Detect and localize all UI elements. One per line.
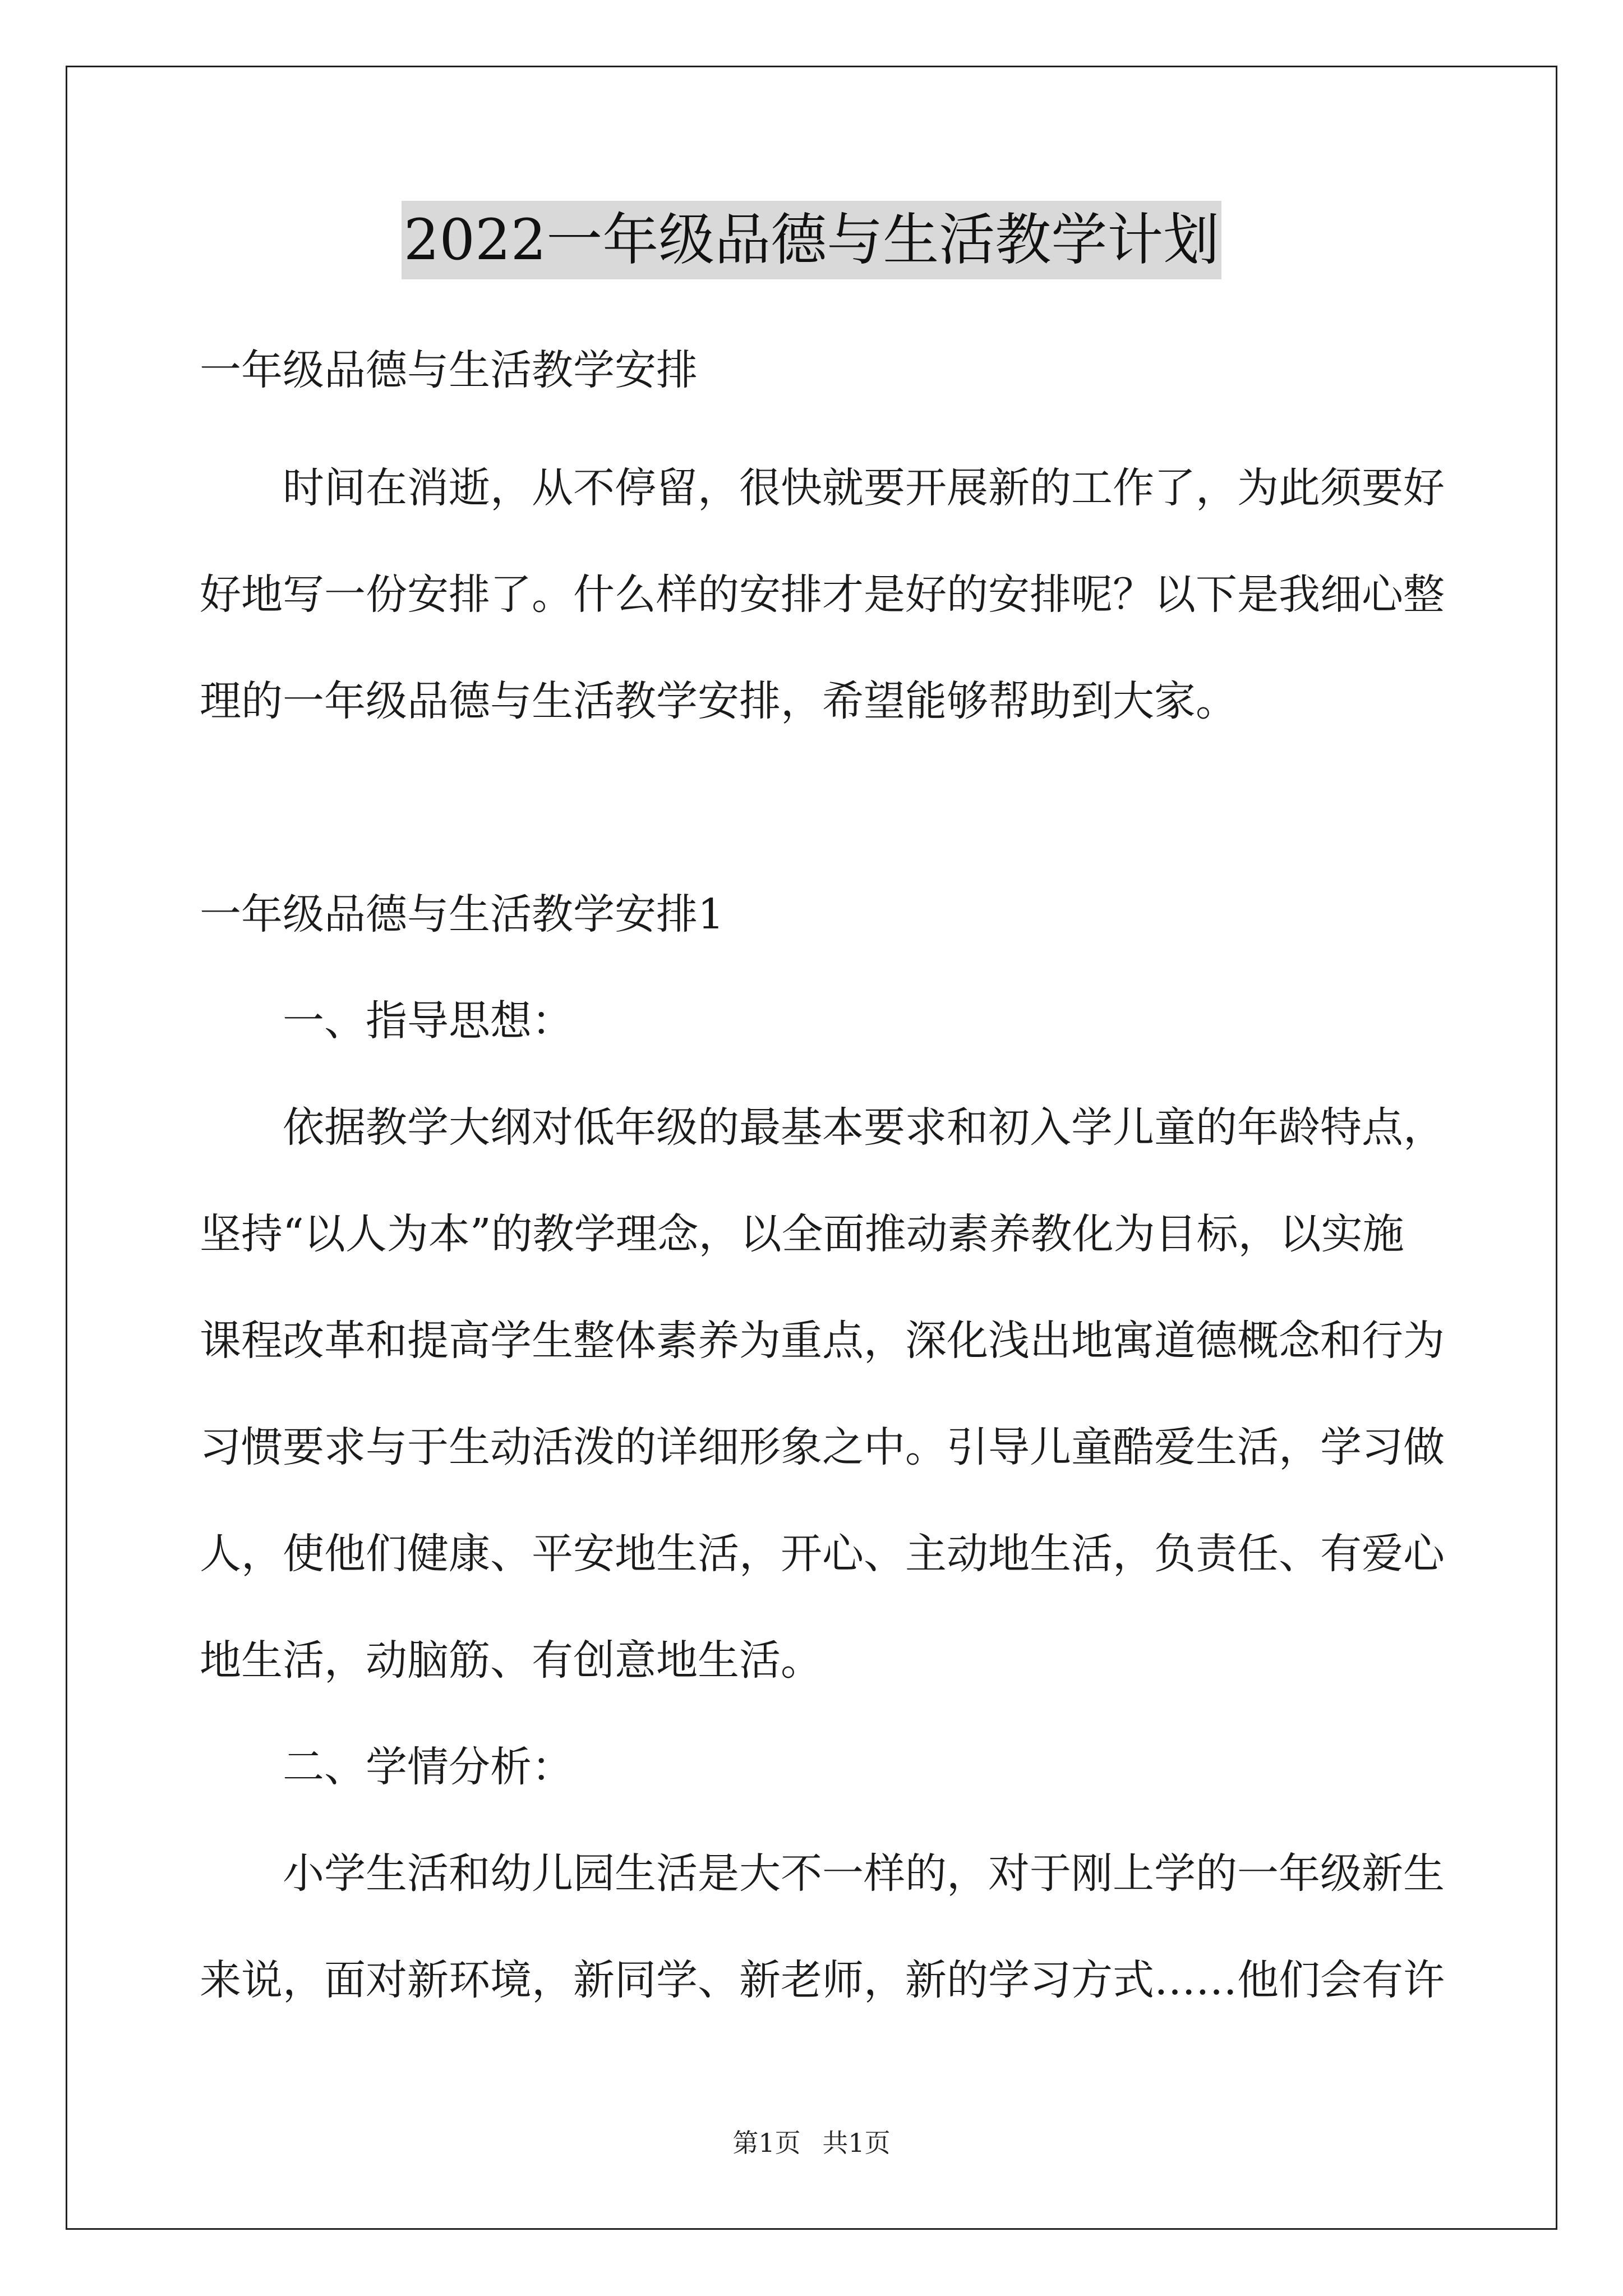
paragraph-line: 时间在消逝，从不停留，很快就要开展新的工作了，为此须要好 [283, 464, 1445, 512]
section-heading: 一年级品德与生活教学安排1 [200, 890, 725, 938]
paragraph-line: 习惯要求与于生动活泼的详细形象之中。引导儿童酷爱生活，学习做 [200, 1423, 1445, 1471]
title-container [0, 201, 1623, 279]
subheading: 一、指导思想： [283, 997, 573, 1045]
section-heading: 一年级品德与生活教学安排 [200, 346, 698, 394]
paragraph-line: 理的一年级品德与生活教学安排，希望能够帮助到大家。 [200, 677, 1237, 725]
page-footer [0, 2126, 1623, 2160]
paragraph-line: 依据教学大纲对低年级的最基本要求和初入学儿童的年龄特点， [283, 1103, 1445, 1152]
paragraph-line: 地生活，动脑筋、有创意地生活。 [200, 1636, 822, 1685]
paragraph-line: 坚持“以人为本”的教学理念，以全面推动素养教化为目标，以实施 [200, 1210, 1404, 1258]
paragraph-line: 来说，面对新环境，新同学、新老师，新的学习方式……他们会有许 [200, 1956, 1445, 2004]
page-number: 第1页 [732, 2128, 801, 2158]
paragraph-line: 人，使他们健康、平安地生活，开心、主动地生活，负责任、有爱心 [200, 1530, 1445, 1578]
page-total: 共1页 [822, 2128, 891, 2158]
subheading: 二、学情分析： [283, 1743, 573, 1791]
paragraph-line: 课程改革和提高学生整体素养为重点，深化浅出地寓道德概念和行为 [200, 1317, 1445, 1365]
paragraph-line: 小学生活和幼儿园生活是大不一样的，对于刚上学的一年级新生 [283, 1849, 1445, 1898]
document-title: 2022一年级品德与生活教学计划 [402, 201, 1222, 279]
paragraph-line: 好地写一份安排了。什么样的安排才是好的安排呢？以下是我细心整 [200, 570, 1445, 619]
